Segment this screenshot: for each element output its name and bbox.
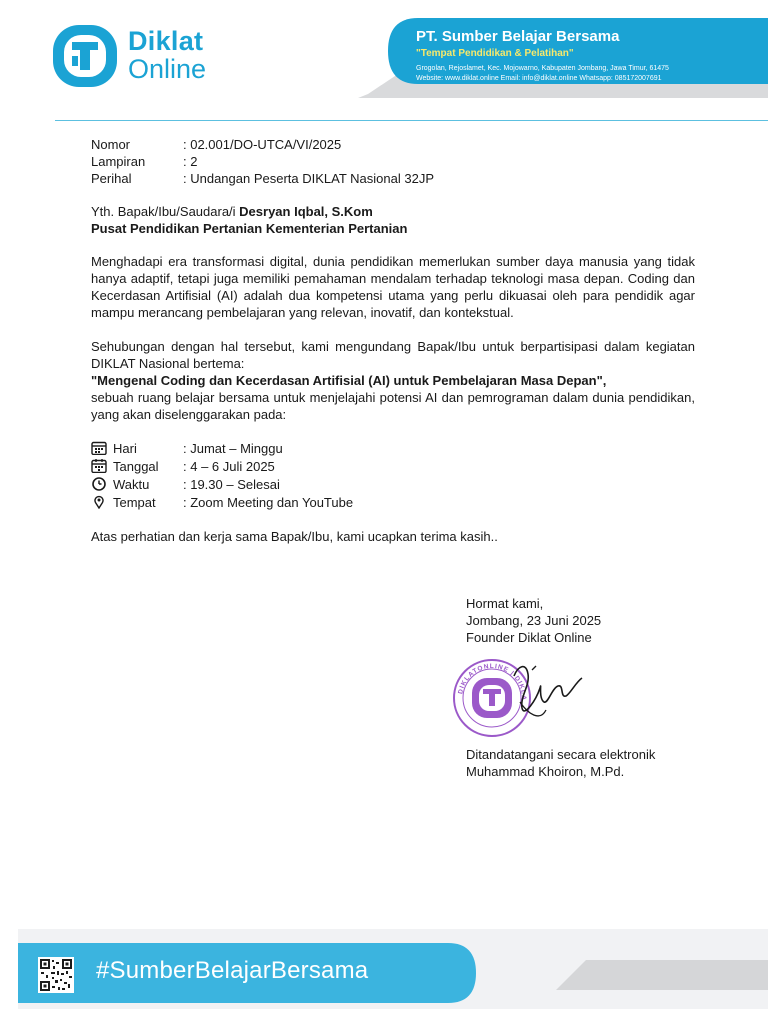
letter-number-row	[91, 136, 491, 153]
nomor-label: Nomor	[91, 137, 131, 152]
schedule-label-day: Hari	[113, 441, 137, 456]
recipient-name: Desryan Iqbal, S.Kom	[239, 204, 373, 219]
schedule-label-time: Waktu	[113, 477, 150, 492]
schedule-row-date	[91, 458, 275, 475]
schedule-value-place: : Zoom Meeting dan YouTube	[183, 495, 354, 510]
body-paragraph-2-intro: Sehubungan dengan hal tersebut, kami mengundang Bapak/Ibu untuk berpartisipasi dalam kegiatan DIKLAT Nasional bertema:	[91, 339, 695, 371]
salutation	[91, 203, 651, 220]
header-banner	[358, 14, 768, 98]
schedule-value-time: : 19.30 – Selesai	[183, 477, 280, 492]
signer-name: Muhammad Khoiron, M.Pd.	[466, 764, 625, 779]
footer-banner	[18, 943, 478, 1003]
electronic-signature-note: Ditandatangani secara elektronik	[466, 747, 656, 762]
stamp-and-signature	[448, 652, 588, 742]
company-address: Grogolan, Rejoslamet, Kec. Mojowarno, Kabupaten Jombang, Jawa Timur, 61475	[416, 65, 669, 72]
salutation-prefix: Yth. Bapak/Ibu/Saudara/i	[91, 204, 240, 219]
attachment-row	[91, 153, 491, 170]
body-paragraph-1: Menghadapi era transformasi digital, dunia pendidikan memerlukan sumber daya manusia yang tidak hanya adaptif, tetapi juga memiliki pemahaman mendalam terhadap teknologi masa depan. Coding dan Kecerdasan Artifisial (AI) adalah dua kompetensi utama yang perlu dikuasai oleh para pendidik agar mampu merancang pembelajaran yang relevan, inovatif, dan kontekstual.	[91, 254, 695, 320]
schedule-label-date: Tanggal	[113, 459, 159, 474]
schedule-row-place	[91, 494, 353, 511]
perihal-value: : Undangan Peserta DIKLAT Nasional 32JP	[183, 171, 434, 186]
perihal-label: Perihal	[91, 171, 132, 186]
company-contact: Website: www.diklat.online Email: info@diklat.online Whatsapp: 085172007691	[416, 75, 662, 82]
schedule-row-time	[91, 476, 280, 493]
body-paragraph-2-rest: sebuah ruang belajar bersama untuk menjelajahi potensi AI dan pemrograman dalam dunia pendidikan, yang akan diselenggarakan pada:	[91, 390, 695, 422]
lampiran-label: Lampiran	[91, 154, 146, 169]
calendar-icon	[91, 441, 107, 455]
recipient-organization: Pusat Pendidikan Pertanian Kementerian Pertanian	[91, 221, 408, 236]
company-name: PT. Sumber Belajar Bersama	[416, 28, 620, 45]
event-theme: "Mengenal Coding dan Kecerdasan Artifisial (AI) untuk Pembelajaran Masa Depan",	[91, 373, 607, 388]
lampiran-value: : 2	[183, 154, 198, 169]
signer-role: Founder Diklat Online	[466, 630, 592, 645]
schedule-label-place: Tempat	[113, 495, 156, 510]
schedule-row-day	[91, 440, 283, 457]
sign-off-greeting: Hormat kami,	[466, 596, 544, 611]
company-tagline: "Tempat Pendidikan & Pelatihan"	[416, 48, 574, 59]
qr-code-icon	[38, 957, 74, 993]
logo-text-online: Online	[128, 54, 207, 84]
footer-stripe-shape	[556, 960, 768, 990]
location-pin-icon	[91, 495, 107, 509]
schedule-value-day: : Jumat – Minggu	[183, 441, 283, 456]
nomor-value: : 02.001/DO-UTCA/VI/2025	[183, 137, 342, 152]
logo-mark-icon	[50, 22, 122, 90]
calendar-date-icon	[91, 459, 107, 473]
header-divider	[55, 120, 768, 121]
official-stamp-icon	[448, 652, 588, 742]
schedule-value-date: : 4 – 6 Juli 2025	[183, 459, 275, 474]
clock-icon	[91, 477, 107, 491]
diklat-online-logo	[50, 22, 230, 92]
sign-place-date: Jombang, 23 Juni 2025	[466, 613, 602, 628]
subject-row	[91, 170, 491, 187]
footer-hashtag: #SumberBelajarBersama	[96, 957, 369, 984]
svg-text:DIKLATONLINE | DIKLAT: DIKLATONLINE | DIKLA	[457, 662, 528, 701]
closing-sentence: Atas perhatian dan kerja sama Bapak/Ibu, kami ucapkan terima kasih..	[91, 529, 498, 544]
logo-text-diklat: Diklat	[128, 26, 204, 56]
